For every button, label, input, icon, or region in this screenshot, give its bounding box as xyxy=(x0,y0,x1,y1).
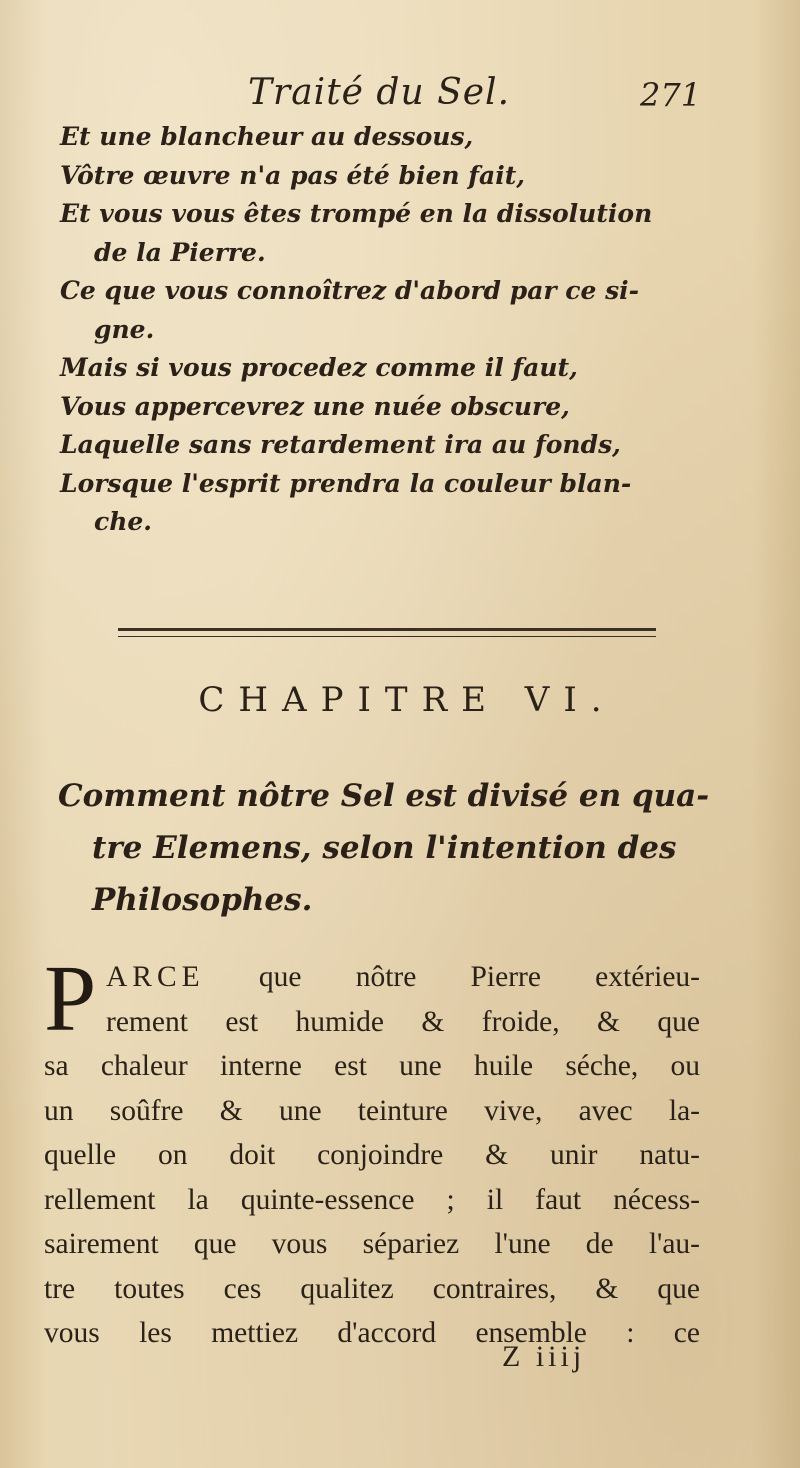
verse-line: Mais si vous procedez comme il faut, xyxy=(60,353,578,382)
chapter-heading: CHAPITRE VI. xyxy=(198,680,616,720)
body-paragraph xyxy=(44,947,700,1356)
running-head-title: Traité du Sel. xyxy=(248,72,511,113)
chapter-title-line: Comment nôtre Sel est divisé en qua- xyxy=(58,778,710,814)
body-line: sa chaleur interne est une huile séche, ou xyxy=(44,1050,700,1082)
verse-line: Ce que vous connoîtrez d'abord par ce si- xyxy=(60,276,640,305)
body-line: quelle on doit conjoindre & unir natu- xyxy=(44,1139,700,1171)
verse-passage xyxy=(60,118,760,542)
verse-line: Vôtre œuvre n'a pas été bien fait, xyxy=(60,160,526,190)
chapter-title xyxy=(58,770,758,926)
body-line: vous les mettiez d'accord ensemble : ce xyxy=(44,1317,700,1349)
body-line-first xyxy=(44,955,700,1000)
verse-line: Et vous vous êtes trompé en la dissolution xyxy=(60,199,653,228)
chapter-title-line: tre Elemens, selon l'intention des xyxy=(92,830,677,866)
section-divider-thick xyxy=(118,628,656,631)
first-line-text: que nôtre Pierre extérieu- xyxy=(204,961,700,993)
drop-cap: P xyxy=(44,947,97,1051)
body-line: rellement la quinte-essence ; il faut nécess- xyxy=(44,1183,700,1216)
signature-mark: Z iiij xyxy=(502,1340,586,1373)
verse-line: de la Pierre. xyxy=(94,237,266,267)
verse-line: Laquelle sans retardement ira au fonds, xyxy=(60,430,621,459)
body-line: rement est humide & froide, & que xyxy=(106,1005,700,1038)
chapter-title-line: Philosophes. xyxy=(92,882,313,918)
running-head xyxy=(0,68,800,118)
first-word-smallcaps: ARCE xyxy=(106,961,205,993)
body-line: tre toutes ces qualitez contraires, & que xyxy=(44,1272,700,1305)
verse-line: Et une blancheur au dessous, xyxy=(60,122,474,151)
page-number: 271 xyxy=(640,76,702,114)
verse-line: Lorsque l'esprit prendra la couleur blan- xyxy=(60,468,632,498)
verse-line: gne. xyxy=(94,314,155,344)
body-line: un soûfre & une teinture vive, avec la- xyxy=(44,1094,700,1127)
verse-line: che. xyxy=(94,507,153,536)
section-divider-thin xyxy=(118,636,656,637)
body-line: sairement que vous sépariez l'une de l'au- xyxy=(44,1228,700,1260)
verse-line: Vous appercevrez une nuée obscure, xyxy=(60,391,570,421)
